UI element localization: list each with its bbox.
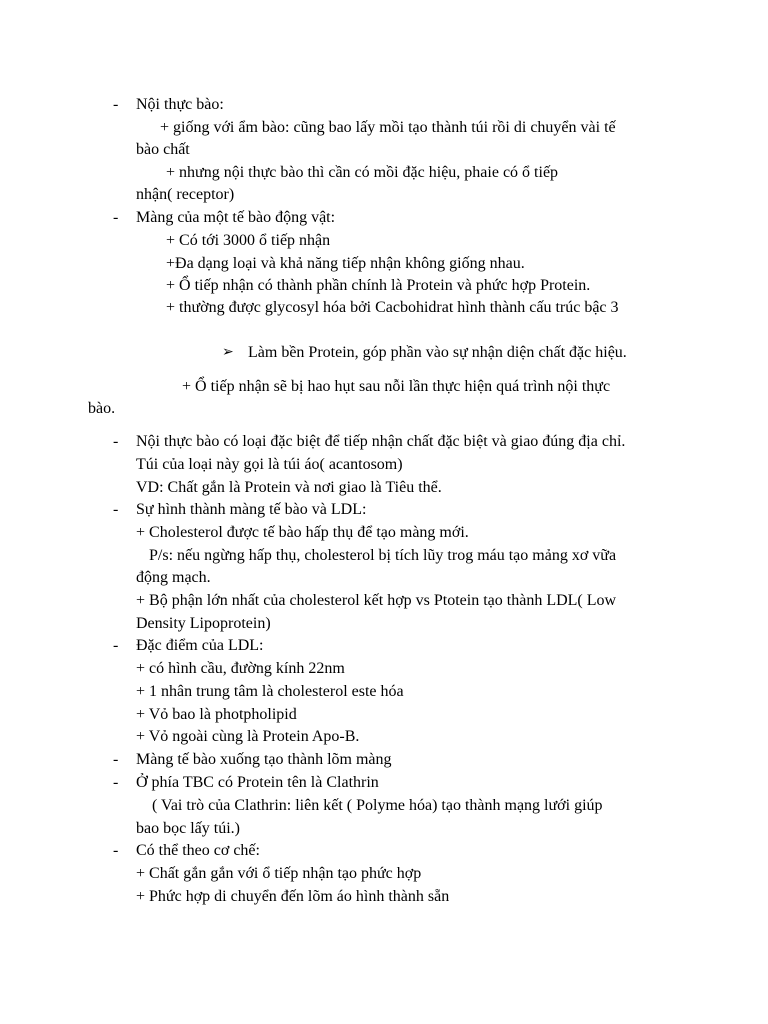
dash-bullet: - xyxy=(113,842,119,859)
text-line: Nội thực bào: xyxy=(136,96,224,113)
dash-bullet: - xyxy=(113,501,119,518)
text-line: + Vỏ bao là photpholipid xyxy=(136,706,297,723)
dash-bullet: - xyxy=(113,637,119,654)
text-line: P/s: nếu ngừng hấp thụ, cholesterol bị tích lũy trog máu tạo mảng xơ vữa xyxy=(149,547,617,564)
text-line: + Có tới 3000 ổ tiếp nhận xyxy=(166,232,331,249)
dash-bullet: - xyxy=(113,96,119,113)
dash-bullet: - xyxy=(113,209,119,226)
text-line: Sự hình thành màng tế bào và LDL: xyxy=(136,501,367,518)
text-line: + giống với ẩm bào: cũng bao lấy mồi tạo thành túi rồi di chuyển vài tế xyxy=(160,119,616,136)
text-line: VD: Chất gắn là Protein và nơi giao là Tiêu thể. xyxy=(136,479,442,496)
text-line: + Cholesterol được tế bào hấp thụ để tạo màng mới. xyxy=(136,524,469,541)
text-line: + 1 nhân trung tâm là cholesterol este hóa xyxy=(136,683,404,700)
text-line: + Ổ tiếp nhận sẽ bị hao hụt sau nỗi lần thực hiện quá trình nội thực xyxy=(182,378,611,395)
text-line: + Ổ tiếp nhận có thành phần chính là Protein và phức hợp Protein. xyxy=(166,277,591,294)
text-line: Có thể theo cơ chế: xyxy=(136,842,260,859)
text-line: Màng tế bào xuống tạo thành lõm màng xyxy=(136,751,392,768)
dash-bullet: - xyxy=(113,774,119,791)
text-line: Màng của một tế bào động vật: xyxy=(136,209,336,226)
text-line: Ở phía TBC có Protein tên là Clathrin xyxy=(136,774,379,791)
text-line: động mạch. xyxy=(136,569,211,586)
text-line: +Đa dạng loại và khả năng tiếp nhận không giống nhau. xyxy=(166,255,525,272)
text-line: + Bộ phận lớn nhất của cholesterol kết hợp vs Ptotein tạo thành LDL( Low xyxy=(136,592,617,609)
text-line: Nội thực bào có loại đặc biệt để tiếp nhận chất đặc biệt và giao đúng địa chỉ. xyxy=(136,433,626,450)
text-line: bao bọc lấy túi.) xyxy=(136,820,240,837)
text-line: bào. xyxy=(88,400,116,417)
text-line: + thường được glycosyl hóa bởi Cacbohidrat hình thành cấu trúc bậc 3 xyxy=(166,299,619,316)
text-line: ( Vai trò của Clathrin: liên kết ( Polyme hóa) tạo thành mạng lưới giúp xyxy=(152,797,603,814)
text-line: + nhưng nội thực bào thì cần có mồi đặc hiệu, phaie có ổ tiếp xyxy=(166,164,559,181)
text-line: nhận( receptor) xyxy=(136,186,235,203)
text-line: Túi của loại này gọi là túi áo( acantosom) xyxy=(136,456,403,473)
dash-bullet: - xyxy=(113,433,119,450)
arrow-bullet-icon: ➢ xyxy=(222,345,234,360)
text-line: Làm bền Protein, góp phần vào sự nhận diện chất đặc hiệu. xyxy=(248,344,627,361)
text-line: + Vỏ ngoài cùng là Protein Apo-B. xyxy=(136,728,360,745)
text-line: + Phức hợp di chuyển đến lõm áo hình thành sẵn xyxy=(136,888,450,905)
text-line: + có hình cầu, đường kính 22nm xyxy=(136,660,345,677)
text-line: + Chất gắn gắn với ổ tiếp nhận tạo phức hợp xyxy=(136,865,422,882)
text-line: Density Lipoprotein) xyxy=(136,615,271,632)
dash-bullet: - xyxy=(113,751,119,768)
text-line: Đặc điểm của LDL: xyxy=(136,637,264,654)
text-line: bào chất xyxy=(136,141,190,158)
